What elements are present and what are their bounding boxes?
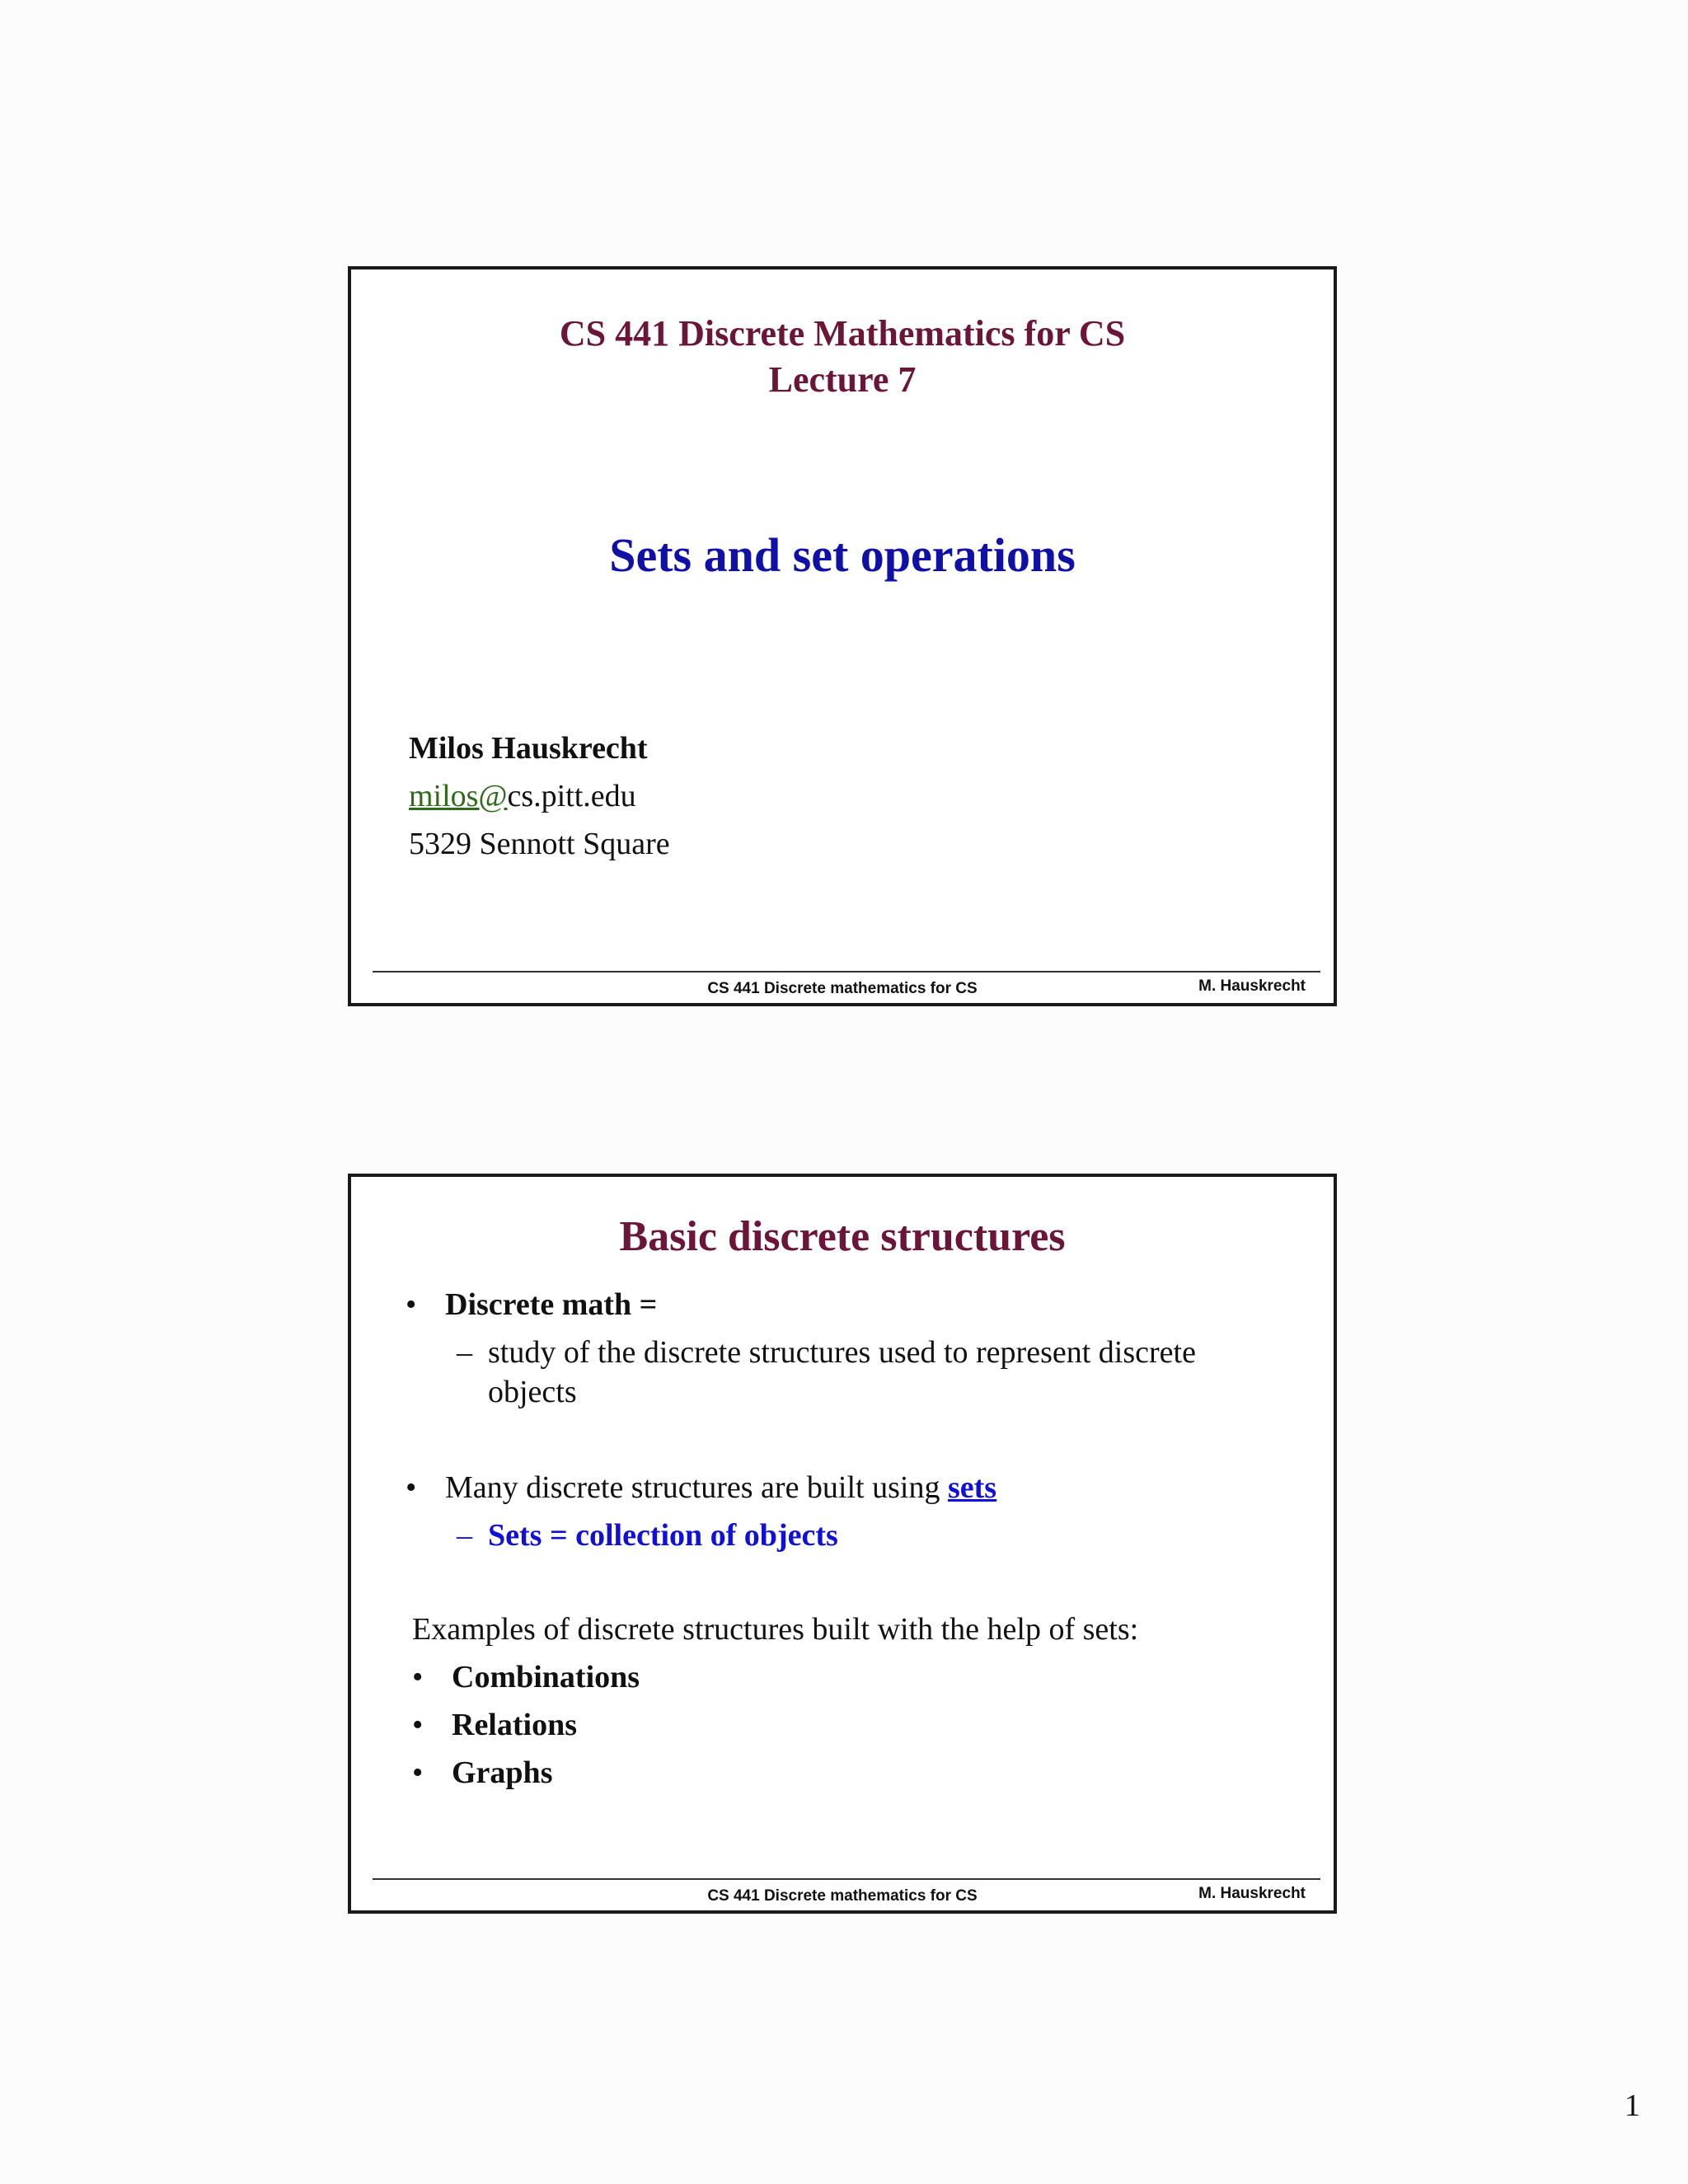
examples-intro: Examples of discrete structures built with the help of sets: (412, 1612, 1139, 1647)
example-item: Graphs (452, 1755, 553, 1790)
footer-author: M. Hauskrecht (1198, 977, 1306, 995)
lecture-label: Lecture 7 (768, 359, 917, 400)
bullet-marker: • (406, 1470, 417, 1505)
sub-bullet-sets-definition: Sets = collection of objects (488, 1518, 838, 1553)
footer-course: CS 441 Discrete mathematics for CS (707, 1887, 978, 1905)
footer-author: M. Hauskrecht (1198, 1885, 1306, 1902)
bullet-marker: • (412, 1708, 424, 1742)
footer-divider (373, 1878, 1320, 1880)
slide-1-title (348, 266, 1337, 1006)
sub-bullet-definition-line2: objects (488, 1375, 577, 1409)
footer-divider (373, 971, 1320, 972)
slide-2-basic-structures (348, 1174, 1337, 1914)
bullet-discrete-math: Discrete math = (445, 1287, 658, 1322)
lecture-main-title: Sets and set operations (609, 528, 1076, 582)
bullet-built-using-text: Many discrete structures are built using (445, 1470, 948, 1505)
bullet-marker: • (412, 1755, 424, 1790)
author-email (409, 776, 636, 817)
email-link[interactable]: milos@ (409, 779, 508, 813)
bullet-built-using-sets (445, 1467, 996, 1508)
page-number: 1 (1625, 2088, 1640, 2123)
sets-link[interactable]: sets (947, 1470, 997, 1505)
example-item: Relations (452, 1708, 577, 1742)
example-item: Combinations (452, 1660, 640, 1694)
footer-course: CS 441 Discrete mathematics for CS (707, 980, 978, 997)
dash-marker: – (457, 1335, 472, 1370)
email-domain: cs.pitt.edu (507, 779, 636, 813)
slide-title: Basic discrete structures (619, 1213, 1066, 1260)
bullet-marker: • (406, 1287, 417, 1322)
author-name: Milos Hauskrecht (409, 731, 648, 766)
bullet-marker: • (412, 1660, 424, 1694)
course-title: CS 441 Discrete Mathematics for CS (559, 313, 1126, 354)
dash-marker: – (457, 1518, 472, 1553)
office-location: 5329 Sennott Square (409, 827, 670, 861)
sub-bullet-definition-line1: study of the discrete structures used to represent discrete (488, 1335, 1196, 1370)
